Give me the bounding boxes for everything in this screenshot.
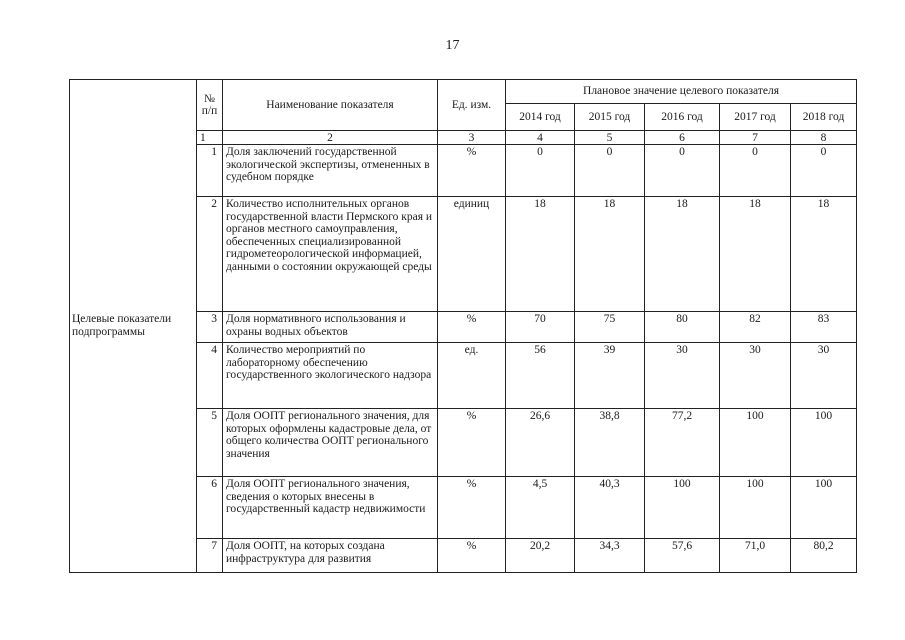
header-planned: Плановое значение целевого показателя [506,80,857,104]
plan-value: 0 [791,145,857,197]
header-num: № п/п [197,80,223,131]
header-year: 2016 год [645,104,720,131]
plan-value: 18 [575,197,645,312]
column-index: 7 [720,131,791,145]
plan-value: 75 [575,312,645,343]
column-index: 6 [645,131,720,145]
plan-value: 34,3 [575,539,645,573]
header-year: 2017 год [720,104,791,131]
row-number: 4 [197,343,223,409]
column-index: 5 [575,131,645,145]
plan-value: 38,8 [575,409,645,477]
page-number: 17 [445,38,460,53]
unit-of-measure: ед. [438,343,506,409]
row-number: 6 [197,477,223,539]
row-number: 1 [197,145,223,197]
plan-value: 80,2 [791,539,857,573]
plan-value: 30 [720,343,791,409]
plan-value: 30 [791,343,857,409]
plan-value: 57,6 [645,539,720,573]
plan-value: 70 [506,312,575,343]
plan-value: 18 [720,197,791,312]
plan-value: 100 [791,409,857,477]
plan-value: 80 [645,312,720,343]
indicator-name: Доля нормативного использования и охраны водных объектов [223,312,438,343]
plan-value: 100 [645,477,720,539]
plan-value: 100 [720,409,791,477]
column-index: 4 [506,131,575,145]
plan-value: 20,2 [506,539,575,573]
column-index: 1 [197,131,223,145]
plan-value: 40,3 [575,477,645,539]
header-year: 2014 год [506,104,575,131]
header-year: 2015 год [575,104,645,131]
plan-value: 39 [575,343,645,409]
header-unit: Ед. изм. [438,80,506,131]
plan-value: 82 [720,312,791,343]
plan-value: 30 [645,343,720,409]
unit-of-measure: % [438,477,506,539]
plan-value: 71,0 [720,539,791,573]
column-index: 2 [223,131,438,145]
row-number: 5 [197,409,223,477]
plan-value: 83 [791,312,857,343]
row-number: 7 [197,539,223,573]
indicator-name: Количество исполнительных органов государственной власти Пермского края и органов местного самоуправления, обеспеченных специализированной гидрометеорологической информацией, данными о состоянии окружающей среды [223,197,438,312]
unit-of-measure: % [438,312,506,343]
plan-value: 18 [791,197,857,312]
unit-of-measure: единиц [438,197,506,312]
plan-value: 18 [506,197,575,312]
plan-value: 100 [720,477,791,539]
plan-value: 18 [645,197,720,312]
indicator-name: Доля ООПТ регионального значения, для которых оформлены кадастровые дела, от общего количества ООПТ регионального значения [223,409,438,477]
plan-value: 100 [791,477,857,539]
unit-of-measure: % [438,145,506,197]
section-label: Целевые показатели подпрограммы [70,80,197,573]
plan-value: 0 [645,145,720,197]
plan-value: 4,5 [506,477,575,539]
plan-value: 26,6 [506,409,575,477]
plan-value: 0 [575,145,645,197]
indicators-table [69,79,857,573]
indicator-name: Доля ООПТ, на которых создана инфраструктура для развития [223,539,438,573]
row-number: 3 [197,312,223,343]
indicator-name: Доля заключений государственной экологической экспертизы, отмененных в судебном порядке [223,145,438,197]
plan-value: 56 [506,343,575,409]
indicator-name: Количество мероприятий по лабораторному обеспечению государственного экологического надзора [223,343,438,409]
column-index: 3 [438,131,506,145]
row-number: 2 [197,197,223,312]
indicator-name: Доля ООПТ регионального значения, сведения о которых внесены в государственный кадастр недвижимости [223,477,438,539]
plan-value: 0 [506,145,575,197]
unit-of-measure: % [438,539,506,573]
plan-value: 0 [720,145,791,197]
header-year: 2018 год [791,104,857,131]
unit-of-measure: % [438,409,506,477]
header-name: Наименование показателя [223,80,438,131]
plan-value: 77,2 [645,409,720,477]
column-index: 8 [791,131,857,145]
